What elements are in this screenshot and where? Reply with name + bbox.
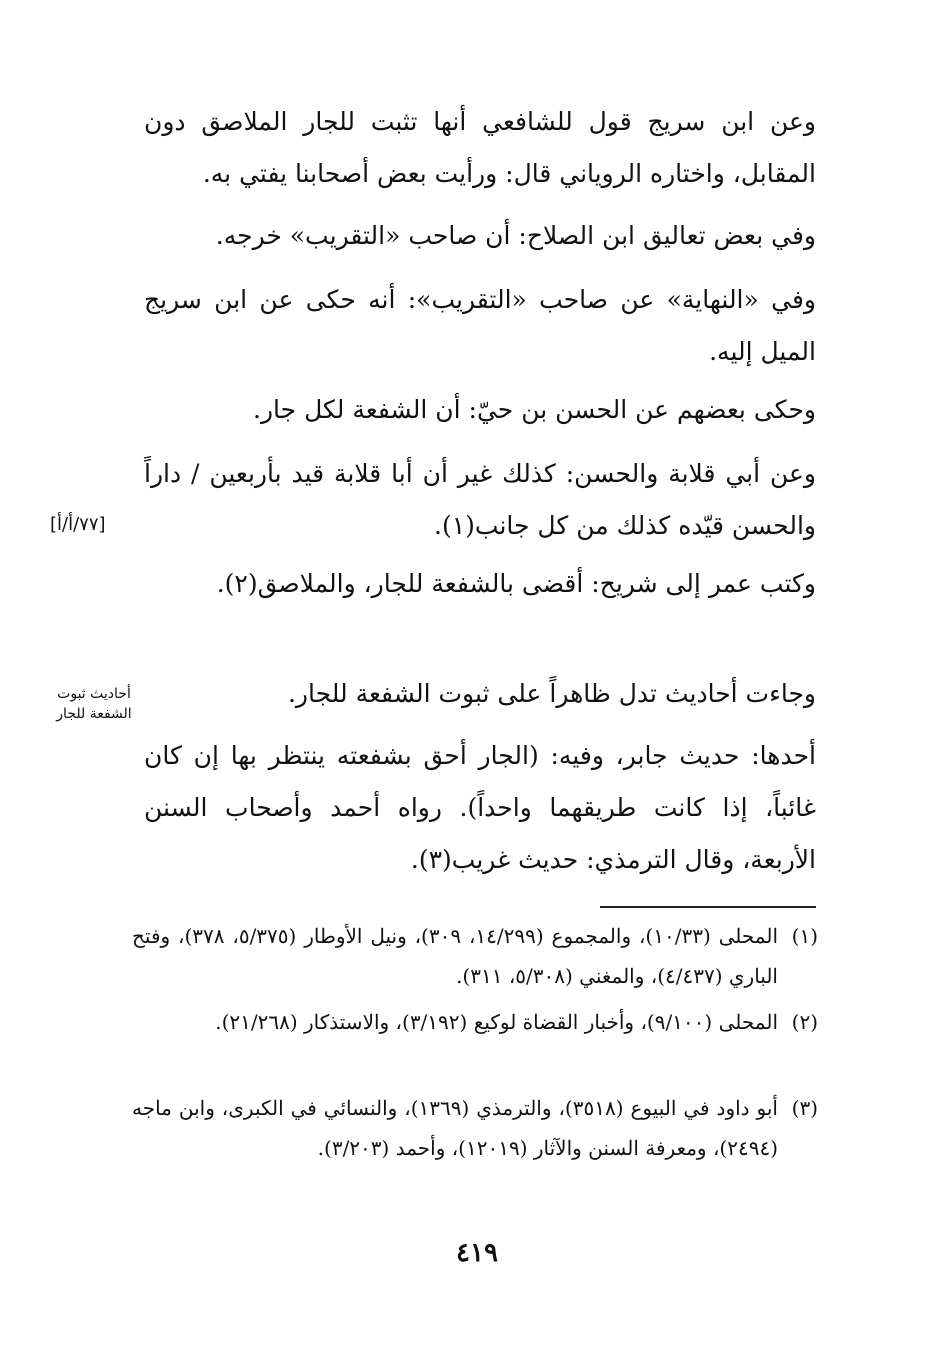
paragraph-hasan-bin-hayy: وحكى بعضهم عن الحسن بن حيّ: أن الشفعة لكل جار. — [253, 395, 816, 424]
footnote-text: المحلى (١٠/٣٣)، والمجموع (١٤/٢٩٩، ٣٠٩)، ونيل الأوطار (٥/٣٧٥، ٣٧٨)، وفتح الباري (٤/٤٣٧)، والمغني (٥/٣٠٨، ٣١١). — [132, 924, 779, 988]
paragraph-umar-shurayh: وكتب عمر إلى شريح: أقضى بالشفعة للجار، والملاصق(٢). — [216, 569, 816, 598]
paragraph-ibn-surayj: وعن ابن سريج قول للشافعي أنها تثبت للجار الملاصق دون المقابل، واختاره الروياني قال: ورأيت بعض أصحابنا يفتي به. — [144, 107, 816, 188]
footnote-number: (٢) — [791, 1010, 818, 1034]
footnote-separator — [600, 906, 816, 908]
paragraph-jabir-hadith: أحدها: حديث جابر، وفيه: (الجار أحق بشفعته ينتظر بها إن كان غائباً، إذا كانت طريقهما واحداً). رواه أحمد وأصحاب السنن الأربعة، وقال الترمذي: حديث غريب(٣). — [144, 741, 816, 874]
footnote-number: (١) — [791, 924, 818, 948]
side-heading: أحاديث ثبوت الشفعة للجار — [56, 686, 132, 722]
footnote-3 — [132, 1088, 818, 1168]
footnote-2 — [132, 1002, 818, 1042]
paragraph-abu-qilaba: وعن أبي قلابة والحسن: كذلك غير أن أبا قلابة قيد بأربعين / داراً والحسن قيّده كذلك من كل جانب(١). — [144, 459, 816, 540]
footnote-text: المحلى (٩/١٠٠)، وأخبار القضاة لوكيع (٣/١٩٢)، والاستذكار (٢١/٢٦٨). — [215, 1010, 778, 1034]
footnote-text: أبو داود في البيوع (٣٥١٨)، والترمذي (١٣٦٩)، والنسائي في الكبرى، وابن ماجه (٢٤٩٤)، ومعرفة السنن والآثار (١٢٠١٩)، وأحمد (٣/٢٠٣). — [132, 1096, 778, 1160]
paragraph-hadith-intro: وجاءت أحاديث تدل ظاهراً على ثبوت الشفعة للجار. — [287, 679, 816, 708]
footnote-1 — [132, 916, 818, 996]
footnote-number: (٣) — [791, 1096, 818, 1120]
page-number: ٤١٩ — [456, 1238, 498, 1268]
manuscript-folio-reference: [٧٧/أ/أ] — [50, 514, 106, 535]
paragraph-nihaya: وفي «النهاية» عن صاحب «التقريب»: أنه حكى عن ابن سريج الميل إليه. — [144, 285, 816, 366]
paragraph-ibn-salah: وفي بعض تعاليق ابن الصلاح: أن صاحب «التقريب» خرجه. — [215, 221, 816, 250]
